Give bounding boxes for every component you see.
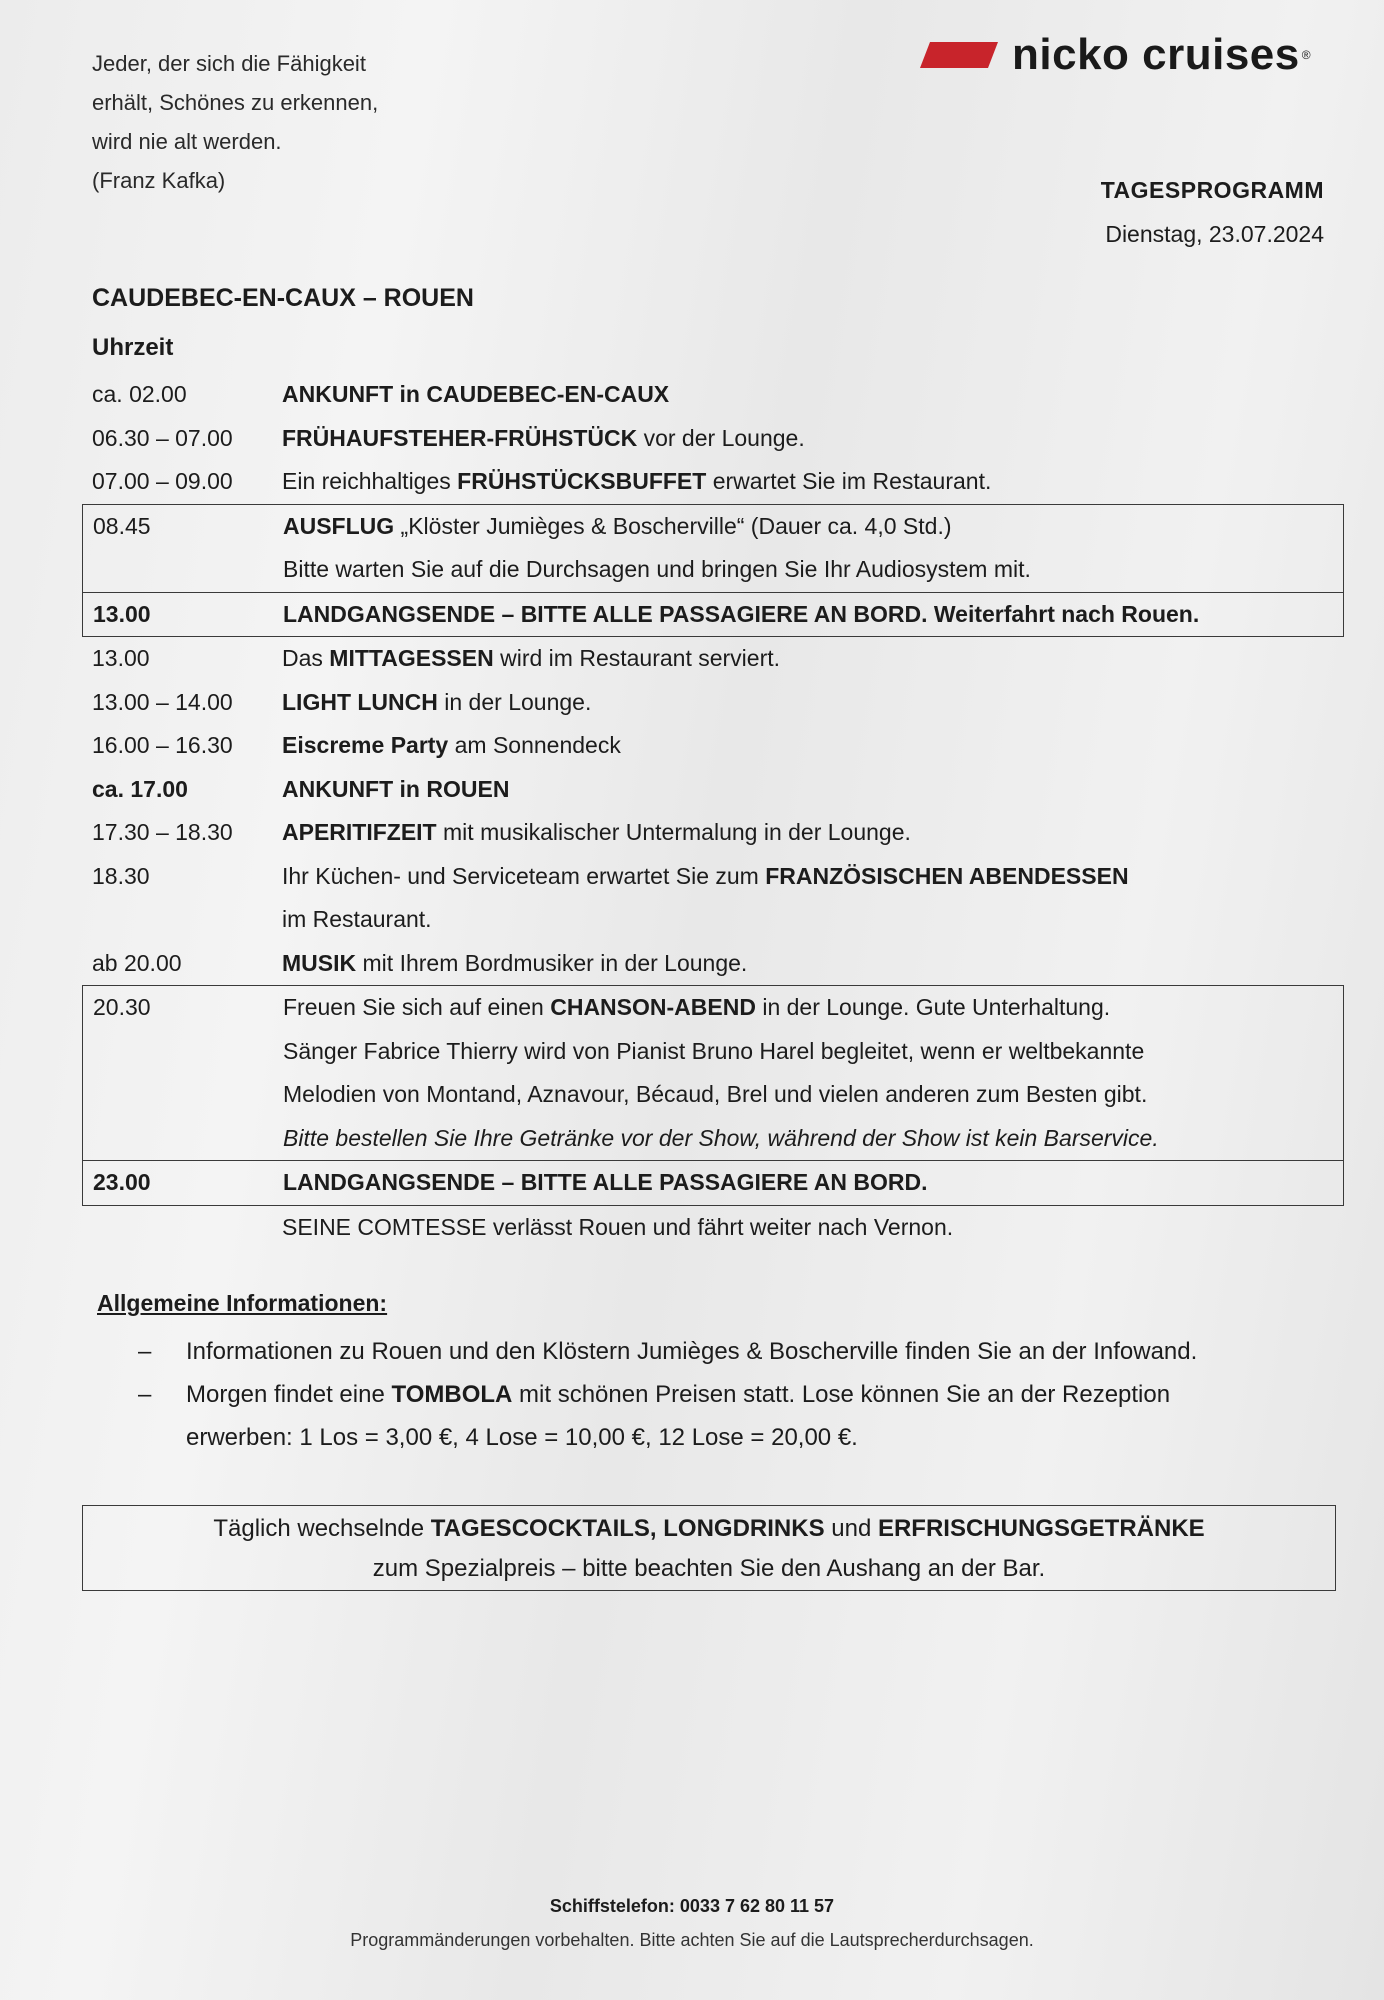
schedule-row <box>83 986 1343 1030</box>
row-text: Freuen Sie sich auf einen CHANSON-ABEND in der Lounge. Gute Unterhaltung. <box>283 994 1111 1020</box>
quote-line: Jeder, der sich die Fähigkeit <box>92 51 366 76</box>
all-aboard-box <box>82 1161 1344 1206</box>
notice-line: Täglich wechselnde TAGESCOCKTAILS, LONGDRINKS und ERFRISCHUNGSGETRÄNKE <box>213 1515 1205 1542</box>
quote-author: (Franz Kafka) <box>92 168 226 193</box>
quote-line: wird nie alt werden. <box>92 129 282 154</box>
row-text: ANKUNFT in ROUEN <box>282 775 510 802</box>
row-text: FRÜHAUFSTEHER-FRÜHSTÜCK vor der Lounge. <box>282 424 805 451</box>
row-text: Sänger Fabrice Thierry wird von Pianist Bruno Harel begleitet, wenn er weltbekannte <box>283 1037 1145 1064</box>
nicko-cruises-logo <box>920 30 1311 80</box>
schedule-row <box>82 768 1344 812</box>
schedule-row <box>82 942 1344 986</box>
row-text: LANDGANGSENDE – BITTE ALLE PASSAGIERE AN BORD. Weiterfahrt nach Rouen. <box>283 600 1200 627</box>
row-time: 13.00 <box>92 645 150 671</box>
schedule-row <box>82 855 1344 899</box>
dash-bullet: – <box>138 1338 152 1365</box>
info-text: Informationen zu Rouen und den Klöstern Jumièges & Boscherville finden Sie an der Infowand. <box>186 1338 1198 1365</box>
row-text: AUSFLUG „Klöster Jumièges & Boscherville“ (Dauer ca. 4,0 Std.) <box>283 512 952 539</box>
row-text: Das MITTAGESSEN wird im Restaurant serviert. <box>282 645 781 671</box>
row-time: ab 20.00 <box>92 949 182 976</box>
logo-swoosh-icon <box>920 42 998 68</box>
route-heading: CAUDEBEC-EN-CAUX – ROUEN <box>92 284 474 312</box>
row-text: Bitte warten Sie auf die Durchsagen und bringen Sie Ihr Audiosystem mit. <box>283 556 1031 582</box>
info-text: Morgen findet eine TOMBOLA mit schönen Preisen statt. Lose können Sie an der Rezeption erwerben: 1 Los = 3,00 €, 4 Lose = 10,00 €, 12 Lose = 20,00 €. <box>186 1381 1171 1451</box>
logo-text: nicko cruises <box>1012 30 1300 79</box>
time-column-header: Uhrzeit <box>92 334 174 361</box>
row-time: 17.30 – 18.30 <box>92 819 233 845</box>
schedule-row <box>82 811 1344 855</box>
row-text: Bitte bestellen Sie Ihre Getränke vor der Show, während der Show ist kein Barservice. <box>283 1124 1159 1151</box>
schedule-row <box>82 1206 1344 1250</box>
row-text: APERITIFZEIT mit musikalischer Untermalung in der Lounge. <box>282 819 911 845</box>
list-item <box>138 1373 1306 1459</box>
schedule-row-continued <box>83 548 1343 592</box>
schedule-row-continued <box>82 898 1344 942</box>
schedule-row <box>83 1161 1343 1205</box>
row-text: Ein reichhaltiges FRÜHSTÜCKSBUFFET erwartet Sie im Restaurant. <box>282 468 992 494</box>
schedule-row <box>82 637 1344 681</box>
row-text: LANDGANGSENDE – BITTE ALLE PASSAGIERE AN BORD. <box>283 1169 928 1195</box>
dash-bullet: – <box>138 1381 152 1408</box>
row-time: 13.00 <box>93 600 151 627</box>
schedule-row-continued <box>83 1030 1343 1074</box>
schedule-row-continued <box>83 1117 1343 1161</box>
list-item <box>138 1330 1306 1373</box>
row-time: 18.30 <box>92 862 150 889</box>
chanson-box <box>82 985 1344 1161</box>
row-time: ca. 02.00 <box>92 381 187 407</box>
ship-phone: Schiffstelefon: 0033 7 62 80 11 57 <box>549 1896 835 1916</box>
row-text: im Restaurant. <box>282 906 432 932</box>
notice-line: zum Spezialpreis – bitte beachten Sie den Aushang an der Bar. <box>372 1555 1046 1582</box>
program-title: TAGESPROGRAMM <box>1100 177 1324 203</box>
schedule-row <box>82 681 1344 725</box>
row-time: ca. 17.00 <box>92 775 188 802</box>
schedule-row <box>83 593 1343 637</box>
row-text: ANKUNFT in CAUDEBEC-EN-CAUX <box>282 381 670 407</box>
schedule-row <box>82 724 1344 768</box>
row-text: Melodien von Montand, Aznavour, Bécaud, Brel und vielen anderen zum Besten gibt. <box>283 1081 1148 1107</box>
row-text: MUSIK mit Ihrem Bordmusiker in der Lounge. <box>282 949 748 976</box>
all-aboard-box <box>82 593 1344 638</box>
program-date: Dienstag, 23.07.2024 <box>1105 221 1324 247</box>
row-time: 16.00 – 16.30 <box>92 732 233 758</box>
row-time: 20.30 <box>93 994 151 1020</box>
info-title: Allgemeine Informationen: <box>97 1290 388 1316</box>
row-text: Ihr Küchen- und Serviceteam erwartet Sie zum FRANZÖSISCHEN ABENDESSEN <box>282 862 1129 889</box>
kafka-quote <box>92 44 378 200</box>
row-time: 08.45 <box>93 512 151 539</box>
row-time: 23.00 <box>93 1169 151 1195</box>
quote-line: erhält, Schönes zu erkennen, <box>92 90 379 115</box>
row-time: 13.00 – 14.00 <box>92 688 233 715</box>
program-header <box>1101 168 1324 256</box>
excursion-box <box>82 504 1344 593</box>
cocktail-notice <box>82 1505 1336 1591</box>
schedule-table <box>82 373 1344 1249</box>
schedule-row-continued <box>83 1073 1343 1117</box>
row-text: SEINE COMTESSE verlässt Rouen und fährt weiter nach Vernon. <box>282 1213 954 1240</box>
schedule-row <box>83 505 1343 549</box>
schedule-row <box>82 460 1344 504</box>
row-text: Eiscreme Party am Sonnendeck <box>282 732 621 758</box>
row-text: LIGHT LUNCH in der Lounge. <box>282 688 592 715</box>
info-list <box>138 1330 1306 1459</box>
schedule-row <box>82 373 1344 417</box>
schedule-row <box>82 417 1344 461</box>
row-time: 07.00 – 09.00 <box>92 468 233 494</box>
logo-registered-mark: ® <box>1301 48 1311 62</box>
footer-note: Programmänderungen vorbehalten. Bitte achten Sie auf die Lautsprecherdurchsagen. <box>350 1930 1034 1950</box>
row-time: 06.30 – 07.00 <box>92 424 233 451</box>
